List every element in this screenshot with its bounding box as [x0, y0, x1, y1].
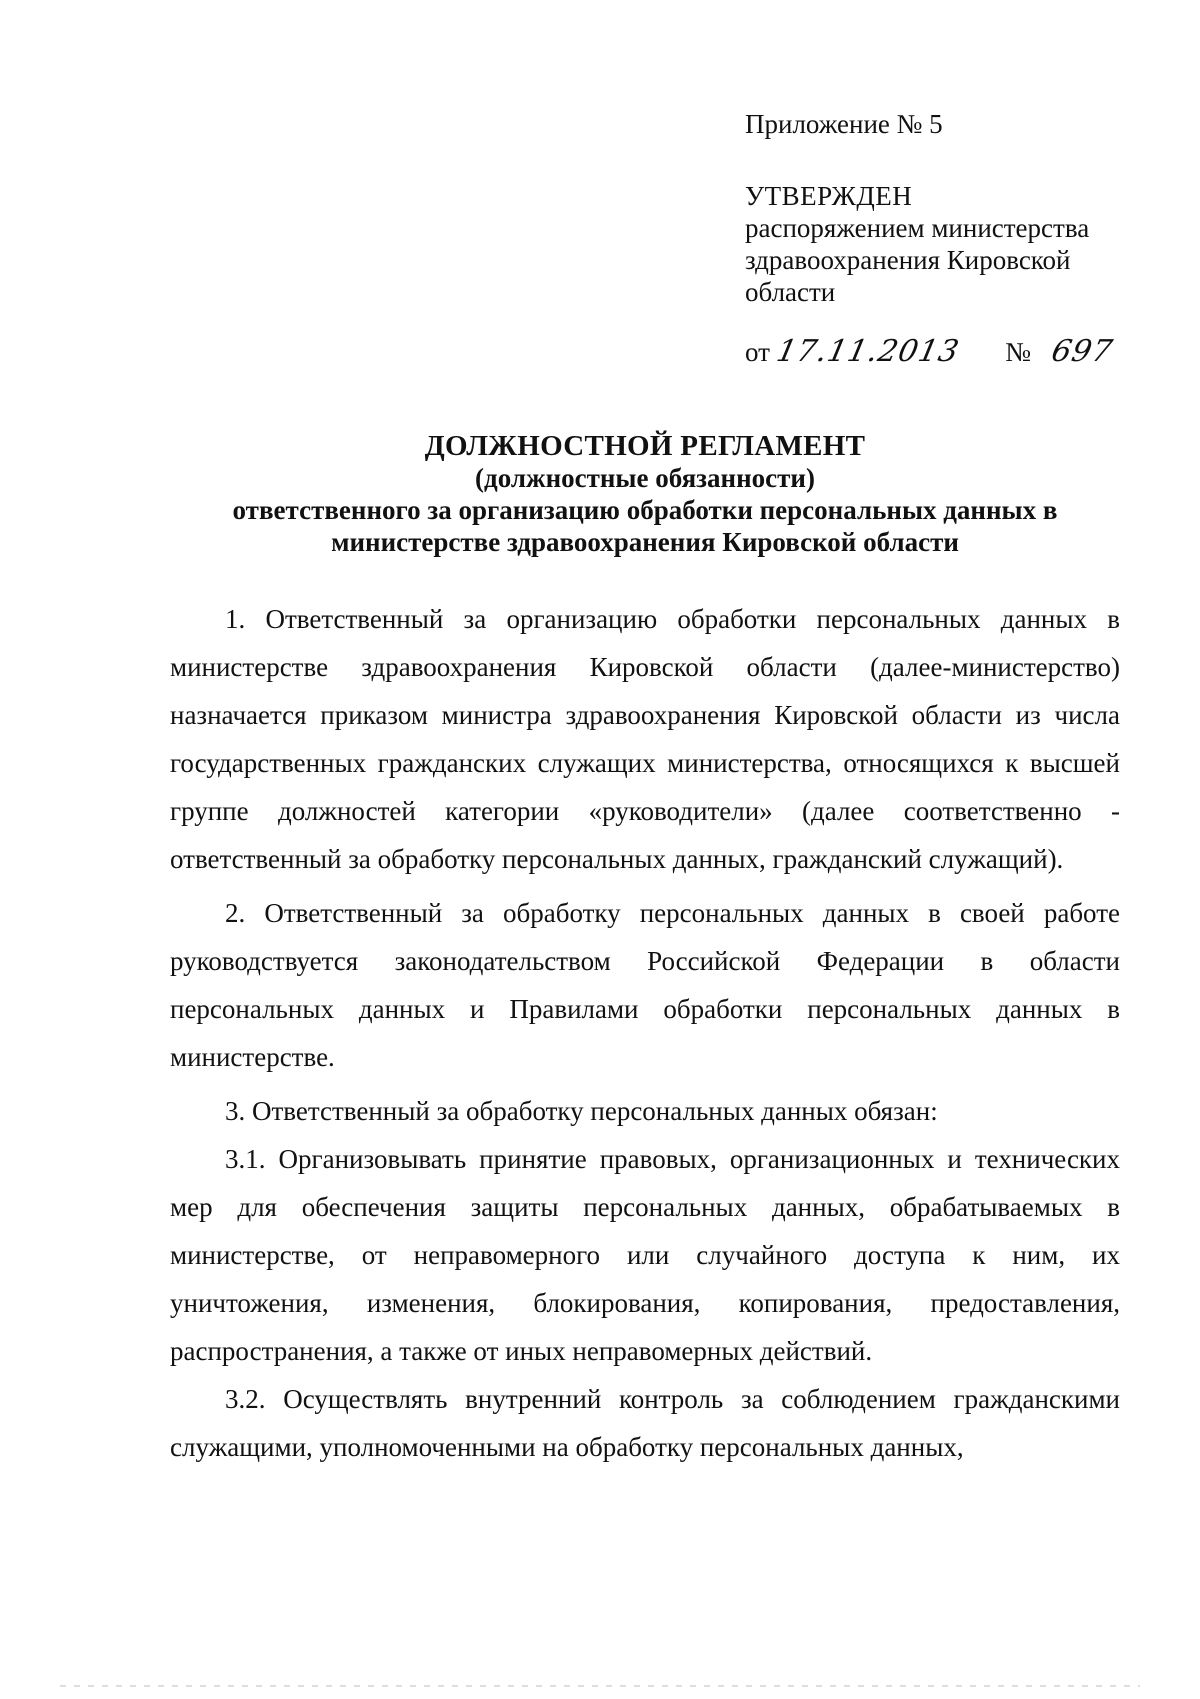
- handwritten-number: 697: [1048, 334, 1116, 369]
- document-title: [160, 430, 1130, 558]
- date-prefix: от: [745, 337, 770, 367]
- title-line-1: ДОЛЖНОСТНОЙ РЕГЛАМЕНТ: [424, 430, 866, 462]
- paragraph-3-2: 3.2. Осуществлять внутренний контроль за соблюдением гражданскими служащими, уполномоченными на обработку персональных данных,: [170, 1384, 1120, 1462]
- title-line-2: (должностные обязанности): [475, 463, 815, 493]
- paragraph-2: 2. Ответственный за обработку персональных данных в своей работе руководствуется законодательством Российской Федерации в области персональных данных и Правилами обработки персональных данных в министерстве.: [170, 898, 1120, 1072]
- approved-heading: УТВЕРЖДЕН: [745, 181, 913, 211]
- paragraph-3-1: 3.1. Организовывать принятие правовых, организационных и технических мер для обеспечения защиты персональных данных, обрабатываемых в министерстве, от неправомерного или случайного доступа к ним, их уничтожения, изменения, блокирования, копирования, предоставления, распространения, а также от иных неправомерных действий.: [170, 1144, 1120, 1366]
- approval-line-1: распоряжением министерства: [745, 213, 1090, 243]
- document-body: [170, 595, 1120, 1471]
- scan-edge-artifact: [60, 1685, 1140, 1687]
- paragraph-3: 3. Ответственный за обработку персональных данных обязан:: [225, 1096, 938, 1126]
- title-line-4: министерстве здравоохранения Кировской области: [331, 527, 959, 557]
- approval-line-3: области: [745, 277, 836, 307]
- paragraph-1: 1. Ответственный за организацию обработки персональных данных в министерстве здравоохранения Кировской области (далее-министерство) назначается приказом министра здравоохранения Кировской области из числа государственных гражданских служащих министерства, относящихся к высшей группе должностей категории «руководители» (далее соответственно - ответственный за обработку персональных данных, гражданский служащий).: [170, 604, 1120, 874]
- handwritten-date: 17.11.2013: [773, 334, 963, 369]
- number-label: №: [1005, 337, 1031, 367]
- annex-number: Приложение № 5: [745, 109, 943, 139]
- approval-date-line: [745, 334, 1116, 369]
- approval-block: [745, 108, 1165, 308]
- title-line-3: ответственного за организацию обработки персональных данных в: [232, 495, 1058, 525]
- approval-line-2: здравоохранения Кировской: [745, 245, 1071, 275]
